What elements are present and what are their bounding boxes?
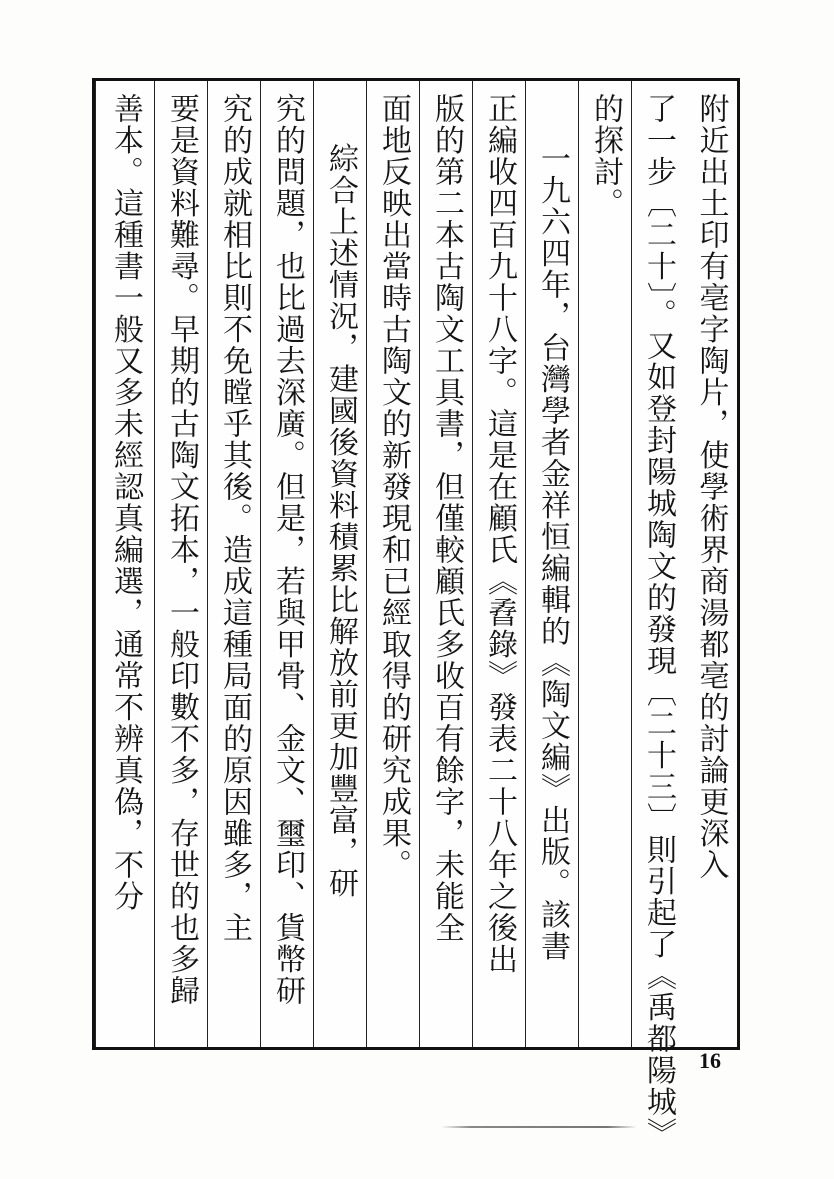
- column-text: 善本。這種書一般又多未經認真編選，通常不辨真偽，不分: [108, 93, 143, 912]
- column-text: 綜合上述情況，建國後資料積累比解放前更加豐富，研: [323, 143, 358, 899]
- text-column: [260, 81, 313, 1047]
- column-text: 究的問題，也比過去深廣。但是，若與甲骨、金文、璽印、貨幣研: [270, 93, 305, 1007]
- column-text: 的探討。: [588, 93, 623, 219]
- text-column: [313, 81, 366, 1047]
- text-column: [366, 81, 419, 1047]
- scan-artifact-line: [441, 1126, 637, 1128]
- text-column: [472, 81, 525, 1047]
- column-text: 一九六四年，台灣學者金祥恒編輯的《陶文編》出版。該書: [535, 143, 570, 962]
- column-text: 附近出土印有亳字陶片，使學術界商湯都亳的討論更深入: [693, 93, 729, 881]
- text-column: [419, 81, 472, 1047]
- text-column: [631, 81, 684, 1149]
- page-number: 16: [699, 1048, 721, 1073]
- text-column: [684, 81, 737, 1047]
- text-column: [95, 81, 154, 1047]
- text-column: [525, 81, 578, 1047]
- column-text: 要是資料難尋。早期的古陶文拓本，一般印數不多，存世的也多歸: [164, 93, 199, 1007]
- text-column: [154, 81, 207, 1047]
- column-text: 版的第二本古陶文工具書，但僅較顧氏多收百有餘字，未能全: [429, 93, 464, 944]
- column-text: 正編收四百九十八字。這是在顧氏《孴錄》發表二十八年之後出: [482, 93, 517, 975]
- text-column: [578, 81, 631, 1047]
- column-text: 了一步〔二十〕。又如登封陽城陶文的發現〔二十三〕則引起了《禹都陽城》: [641, 93, 676, 1149]
- column-text: 面地反映出當時古陶文的新發現和已經取得的研究成果。: [376, 93, 411, 881]
- column-text: 究的成就相比則不免瞠乎其後。造成這種局面的原因雖多，主: [217, 93, 252, 944]
- text-column: [207, 81, 260, 1047]
